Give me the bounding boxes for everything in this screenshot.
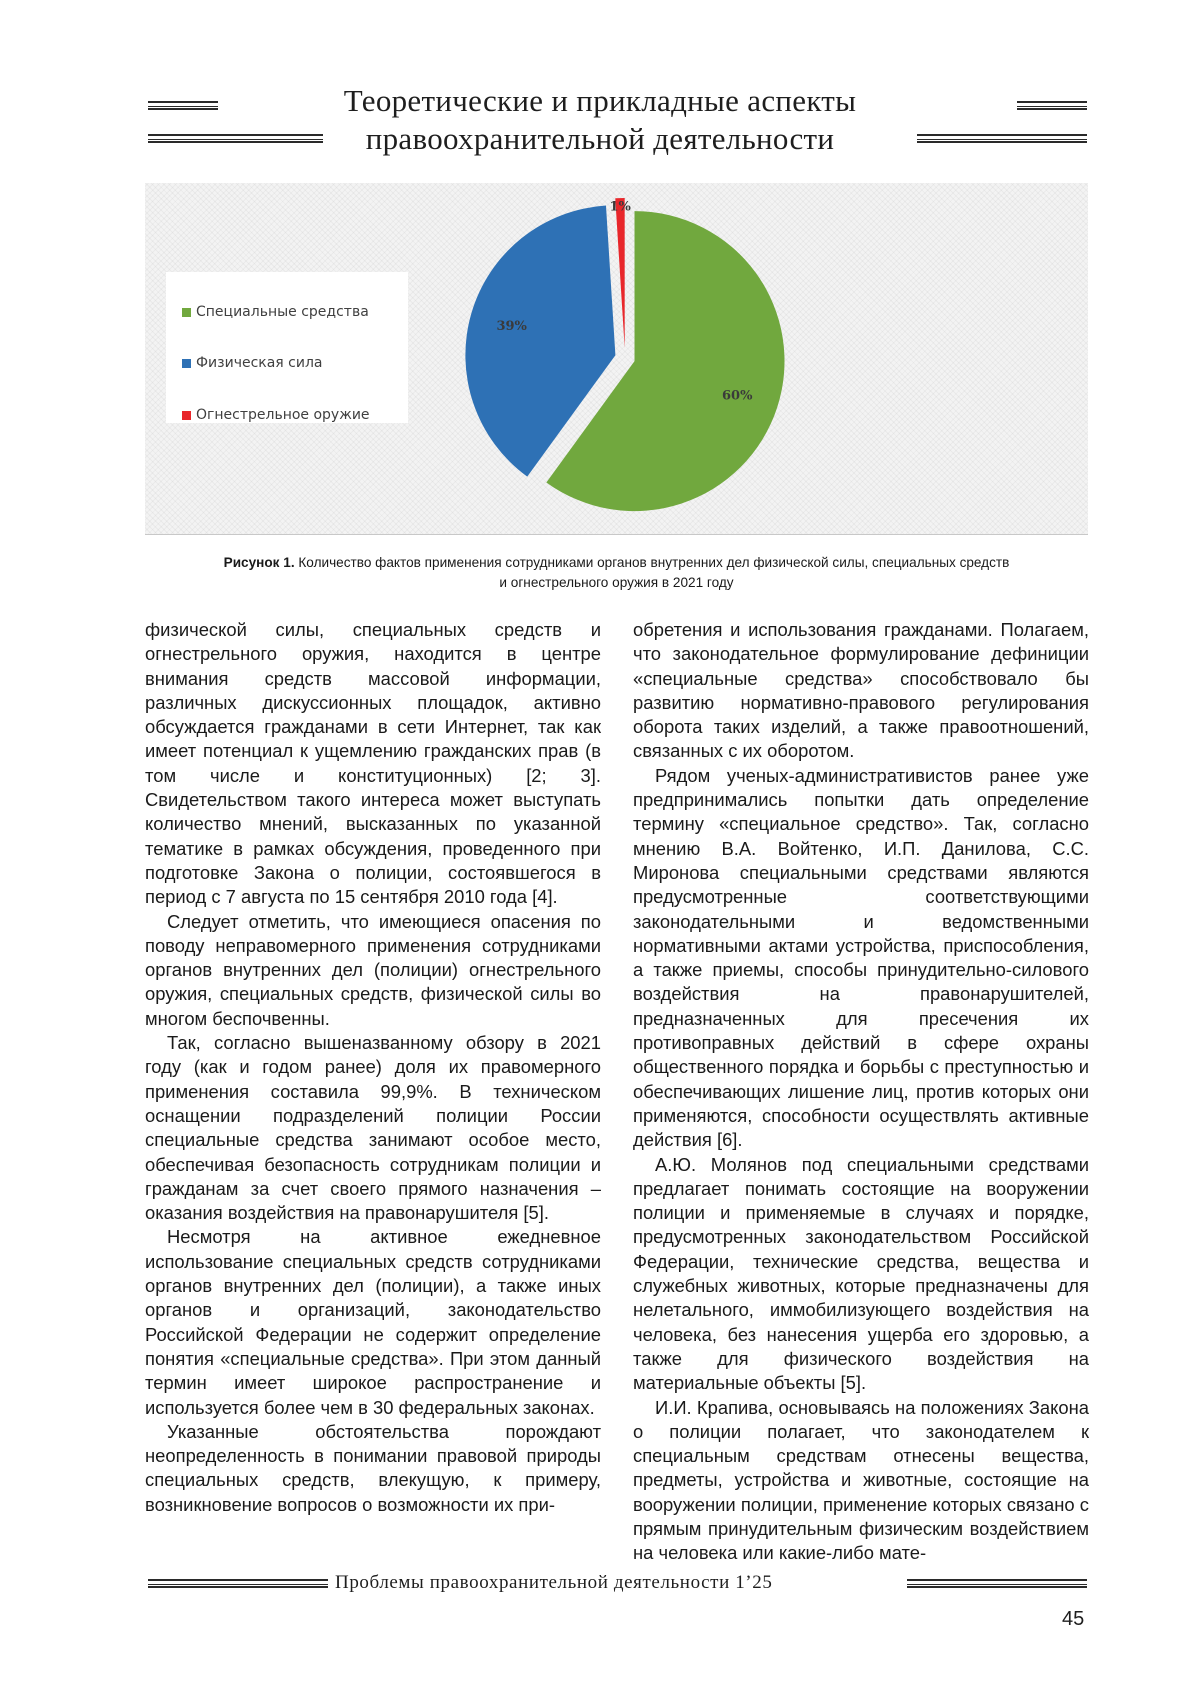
section-title	[300, 82, 900, 158]
data-label-firearms: 1%	[609, 199, 631, 215]
pie-chart	[145, 183, 1088, 534]
figure-caption-text-2: и огнестрельного оружия в 2021 году	[499, 575, 734, 590]
section-title-line1: Теоретические и прикладные аспекты	[343, 83, 857, 118]
footer-rule-left	[148, 1579, 328, 1588]
chart-baseline	[145, 534, 1088, 535]
slice-firearms	[615, 198, 624, 348]
paragraph: И.И. Крапива, основываясь на положениях Закона о полиции полагает, что законодателем к специальным средствам отнесены вещества, предметы, устройства и животные, состоящие на вооружении полиции, применение которых связано с прямым принудительным физическим воздействием на человека или какие-либо мате-	[633, 1396, 1089, 1564]
paragraph: физической силы, специальных средств и огнестрельного оружия, находится в центре внимания средств массовой информации, различных дискуссионных площадок, активно обсуждается гражданами в сети Интернет, так как имеет потенциал к ущемлению гражданских прав (в том числе и конституционных) [2; 3]. Свидетельством такого интереса может выступать количество мнений, высказанных по указанной тематике в рамках обсуждения, проведенного при подготовке Закона о полиции, состоявшегося в период с 7 августа по 15 сентября 2010 года [4].	[145, 619, 601, 908]
header-rule-left-bottom	[148, 134, 323, 143]
figure-caption	[145, 553, 1088, 593]
legend-swatch-physical-force	[182, 359, 191, 368]
paragraph: А.Ю. Молянов под специальными средствами предлагает понимать состоящие на вооружении полиции и применяемые в случаях и порядке, предусмотренных законодательством Российской Федерации, технические средства, вещества и служебных животных, которые предназначены для нелетального, иммобилизующего воздействия на человека, без нанесения ущерба его здоровью, а также для физического воздействия на материальные объекты [5].	[633, 1153, 1089, 1394]
header-rule-left-top	[148, 101, 218, 110]
figure-caption-text-1: Количество фактов применения сотрудниками органов внутренних дел физической силы, специальных средств	[298, 555, 1010, 570]
legend-label-firearms: Огнестрельное оружие	[196, 407, 370, 423]
legend-item-firearms	[182, 405, 370, 425]
legend-item-physical-force	[182, 353, 323, 373]
paragraph: Так, согласно вышеназванному обзору в 2021 году (как и годом ранее) доля их правомерного применения составила 99,9%. В техническом оснащении подразделений полиции России специальные средства занимают особое место, обеспечивая безопасность сотрудникам полиции и гражданам за счет своего прямого назначения – оказания воздействия на правонарушителя [5].	[145, 1032, 601, 1224]
data-label-physical-force: 39%	[496, 319, 527, 335]
paragraph: обретения и использования гражданами. Полагаем, что законодательное формулирование дефиниции «специальные средства» способствовало бы развитию нормативно-правового регулирования оборота таких изделий, а также правоотношений, связанных с их оборотом.	[633, 619, 1089, 762]
figure-caption-label: Рисунок 1.	[223, 555, 295, 570]
paragraph: Следует отметить, что имеющиеся опасения по поводу неправомерного применения сотрудниками органов внутренних дел (полиции) огнестрельного оружия, специальных средств, физической силы во многом беспочвенны.	[145, 910, 601, 1029]
legend-item-special-means	[182, 302, 369, 322]
chart-legend	[166, 272, 408, 423]
legend-swatch-firearms	[182, 411, 191, 420]
page-number: 45	[1062, 1608, 1085, 1630]
paragraph: Указанные обстоятельства порождают неопределенность в понимании правовой природы специальных средств, влекущую, к примеру, возникновение вопросов о возможности их при-	[145, 1420, 601, 1515]
legend-swatch-special-means	[182, 308, 191, 317]
text-column-right	[633, 618, 1089, 1566]
legend-label-special-means: Специальные средства	[196, 304, 369, 320]
data-label-special-means: 60%	[721, 388, 753, 404]
paragraph: Несмотря на активное ежедневное использование специальных средств сотрудниками органов внутренних дел (полиции), а также иных органов и организаций, законодательство Российской Федерации не содержит определение понятия «специальные средства». При этом данный термин имеет широкое распространение и используется более чем в 30 федеральных законах.	[145, 1226, 601, 1418]
paragraph: Рядом ученых-административистов ранее уже предпринимались попытки дать определение термину «специальное средство». Так, согласно мнению В.А. Войтенко, И.П. Данилова, С.С. Миронова специальными средствами являются предусмотренные соответствующими законодательными и ведомственными нормативными актами устройства, приспособления, а также приемы, способы принудительно-силового воздействия на правонарушителей, предназначенных для пресечения их противоправных действий в сфере охраны общественного порядка и борьбы с преступностью и обеспечивающих лишение лиц, против которых они применяются, способности осуществлять активные действия [6].	[633, 764, 1089, 1151]
header-rule-right-top	[1017, 101, 1087, 110]
journal-name: Проблемы правоохранительной деятельности 1’25	[335, 1572, 773, 1593]
legend-label-physical-force: Физическая сила	[196, 355, 323, 371]
text-column-left	[145, 618, 601, 1517]
header-rule-right-bottom	[917, 134, 1087, 143]
section-title-line2: правоохранительной деятельности	[365, 121, 835, 156]
footer-rule-right	[907, 1579, 1087, 1588]
